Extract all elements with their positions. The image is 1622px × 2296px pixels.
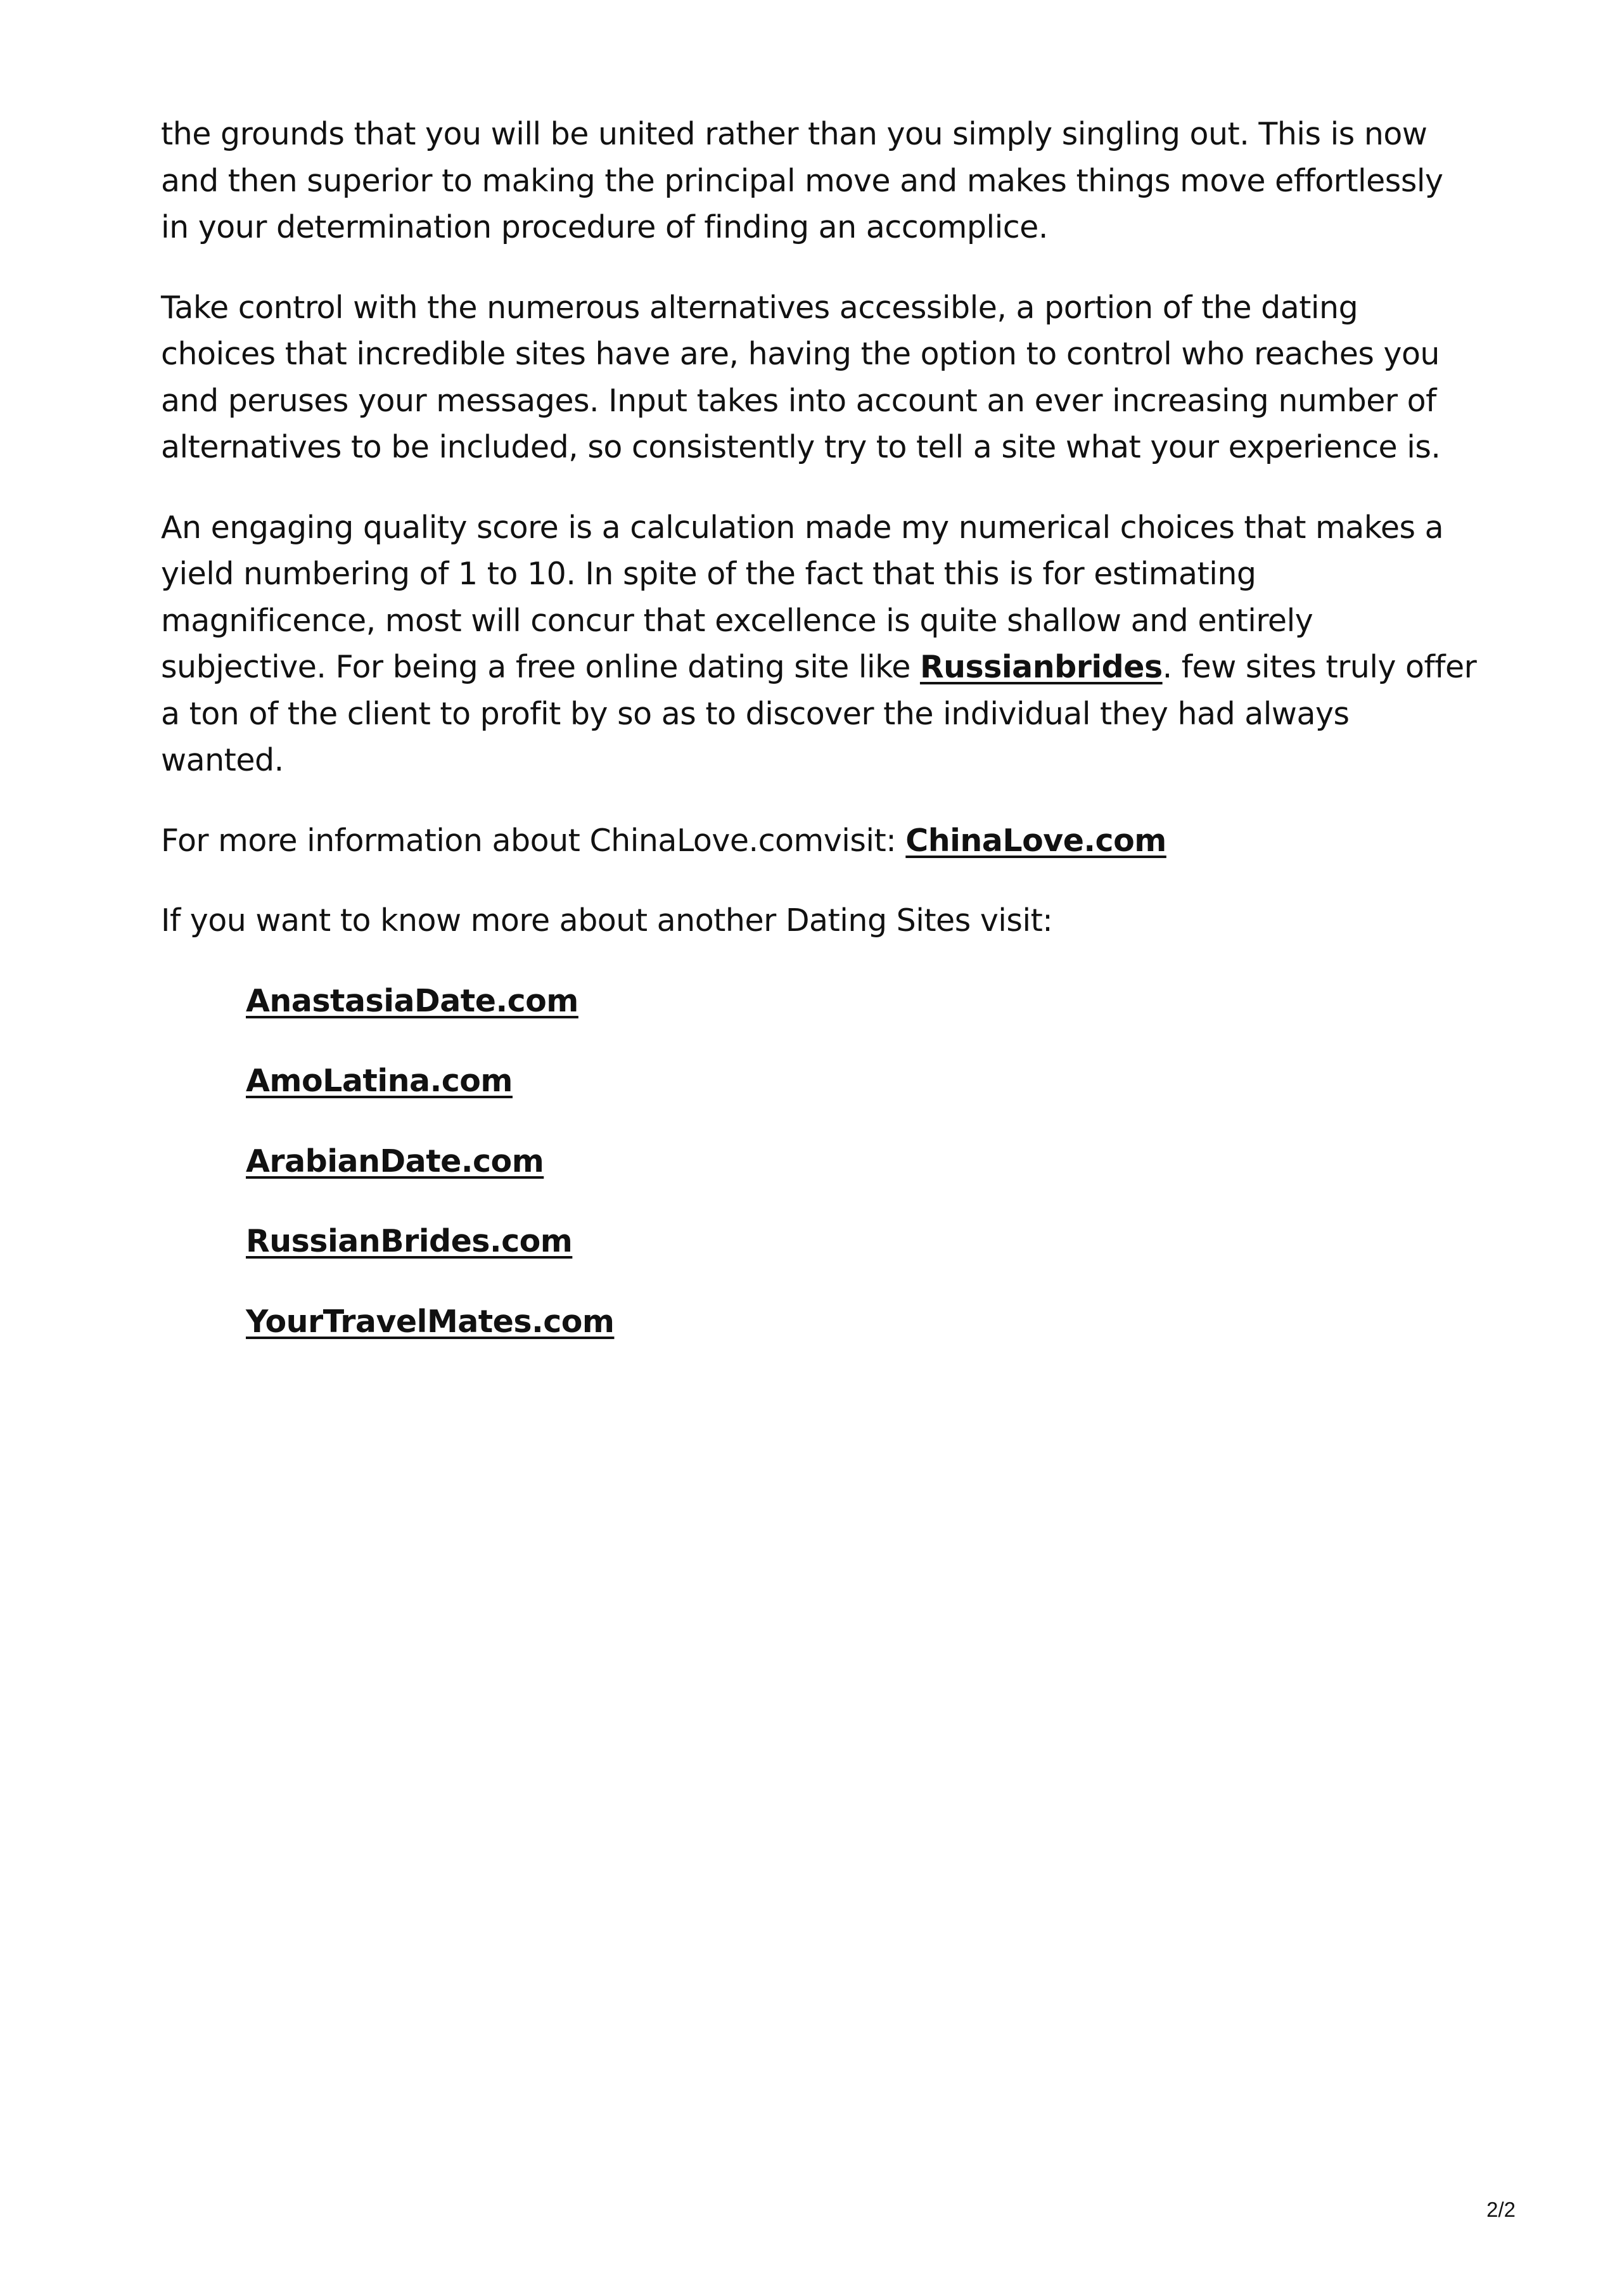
document-page	[161, 111, 1479, 1378]
russianbrides-link[interactable]: Russianbrides	[919, 649, 1163, 685]
page-number: 2/2	[1486, 2198, 1516, 2221]
paragraph-3-text-end: . few sites truly offer a ton of the client to profit by so as to discover the individual they had always wanted.	[161, 649, 1477, 778]
paragraph-1: the grounds that you will be united rather than you simply singling out. This is now and then superior to making the principal move and makes things move effortlessly in your determination procedure of finding an accomplice.	[161, 116, 1443, 245]
dating-sites-list	[161, 978, 1479, 1345]
arabiandate-link[interactable]: ArabianDate.com	[246, 1143, 544, 1179]
yourtravelmates-link[interactable]: YourTravelMates.com	[246, 1303, 615, 1340]
paragraph-3	[161, 504, 1479, 784]
list-item	[246, 1218, 1479, 1265]
anastasiadate-link[interactable]: AnastasiaDate.com	[246, 982, 578, 1019]
list-item	[246, 978, 1479, 1025]
list-item	[246, 1138, 1479, 1185]
chinalove-info-text: For more information about ChinaLove.comvisit:	[161, 822, 906, 859]
amolatina-link[interactable]: AmoLatina.com	[246, 1063, 513, 1099]
paragraph-3-text-start: An engaging quality score is a calculation made my numerical choices that makes a yield numbering of 1 to 10. In spite of the fact that this is for estimating magnificence, most will concur that excellence is quite shallow and entirely subjective. For being a free online dating site like	[161, 509, 1444, 685]
paragraph-5: If you want to know more about another Dating Sites visit:	[161, 902, 1053, 939]
paragraph-2: Take control with the numerous alternatives accessible, a portion of the dating choices that incredible sites have are, having the option to control who reaches you and peruses your messages. Input takes into account an ever increasing number of alternatives to be included, so consistently try to tell a site what your experience is.	[161, 289, 1441, 465]
list-item	[246, 1058, 1479, 1105]
russianbrides-site-link[interactable]: RussianBrides.com	[246, 1223, 573, 1259]
paragraph-4	[161, 818, 1479, 864]
list-item	[246, 1299, 1479, 1345]
chinalove-link[interactable]: ChinaLove.com	[905, 822, 1166, 859]
